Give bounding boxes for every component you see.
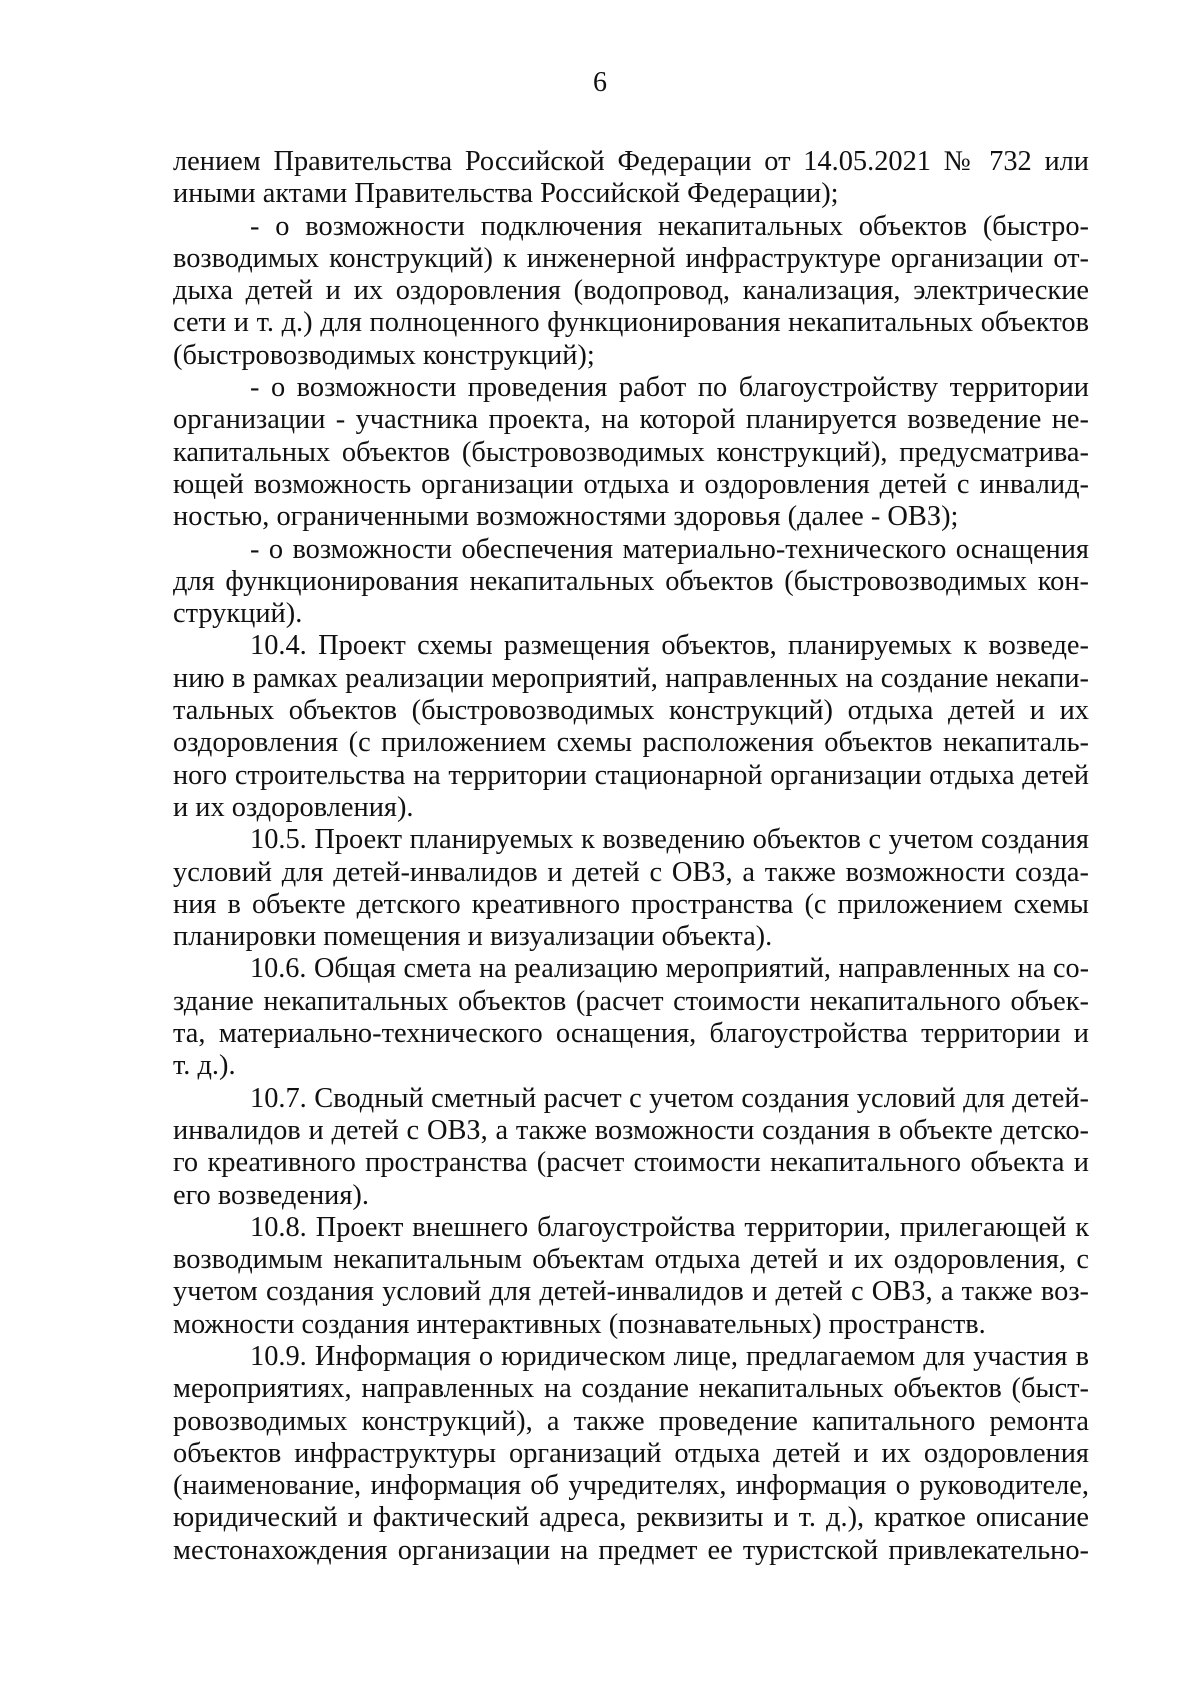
text-line: та, материально-технического оснащения, благоустройства территории и — [173, 1018, 1089, 1050]
text-line: юридический и фактический адреса, реквизиты и т. д.), краткое описание — [173, 1502, 1089, 1534]
text-line: нию в рамках реализации мероприятий, направленных на создание некапи- — [173, 662, 1089, 694]
text-line: и их оздоровления). — [173, 791, 414, 823]
text-line: планировки помещения и визуализации объекта). — [173, 921, 773, 953]
text-line: возводимых конструкций) к инженерной инфраструктуре организации от- — [173, 242, 1089, 274]
text-line: учетом создания условий для детей-инвалидов и детей с ОВЗ, а также воз- — [173, 1276, 1089, 1308]
text-line: 10.8. Проект внешнего благоустройства территории, прилегающей к — [250, 1211, 1089, 1243]
text-line: ного строительства на территории стационарной организации отдыха детей — [173, 759, 1089, 791]
text-line: тальных объектов (быстровозводимых конструкций) отдыха детей и их — [173, 695, 1089, 727]
text-line: струкций). — [173, 598, 303, 630]
text-line: 10.4. Проект схемы размещения объектов, планируемых к возведе- — [250, 630, 1089, 662]
text-line: мероприятиях, направленных на создание некапитальных объектов (быст- — [173, 1373, 1089, 1405]
text-line: ровозводимых конструкций), а также проведение капитального ремонта — [173, 1405, 1089, 1437]
text-line: 10.9. Информация о юридическом лице, предлагаемом для участия в — [250, 1340, 1089, 1372]
text-line: 10.5. Проект планируемых к возведению объектов с учетом создания — [250, 824, 1089, 856]
text-line: - о возможности обеспечения материально-технического оснащения — [250, 533, 1089, 565]
text-line: (быстровозводимых конструкций); — [173, 339, 595, 371]
text-line: дыха детей и их оздоровления (водопровод, канализация, электрические — [173, 275, 1089, 307]
text-line: т. д.). — [173, 1050, 236, 1082]
text-line: инвалидов и детей с ОВЗ, а также возможности создания в объекте детско- — [173, 1114, 1089, 1146]
text-line: 10.7. Сводный сметный расчет с учетом создания условий для детей- — [250, 1082, 1089, 1114]
text-line: организации - участника проекта, на которой планируется возведение не- — [173, 404, 1089, 436]
text-line: иными актами Правительства Российской Федерации); — [173, 178, 839, 210]
document-body — [173, 146, 1089, 1567]
page-number: 6 — [593, 67, 607, 98]
text-line: (наименование, информация об учредителях, информация о руководителе, — [173, 1470, 1089, 1502]
text-line: объектов инфраструктуры организаций отдыха детей и их оздоровления — [173, 1437, 1089, 1469]
text-line: ния в объекте детского креативного пространства (с приложением схемы — [173, 888, 1089, 920]
text-line: ющей возможность организации отдыха и оздоровления детей с инвалид- — [173, 468, 1089, 500]
text-line: - о возможности проведения работ по благоустройству территории — [250, 372, 1089, 404]
text-line: можности создания интерактивных (познавательных) пространств. — [173, 1308, 986, 1340]
text-line: для функционирования некапитальных объектов (быстровозводимых кон- — [173, 565, 1089, 597]
text-line: го креативного пространства (расчет стоимости некапитального объекта и — [173, 1147, 1089, 1179]
text-line: здание некапитальных объектов (расчет стоимости некапитального объек- — [173, 985, 1089, 1017]
text-line: сети и т. д.) для полноценного функционирования некапитальных объектов — [173, 307, 1089, 339]
text-line: оздоровления (с приложением схемы расположения объектов некапиталь- — [173, 727, 1089, 759]
text-line: возводимым некапитальным объектам отдыха детей и их оздоровления, с — [173, 1244, 1089, 1276]
text-line: 10.6. Общая смета на реализацию мероприятий, направленных на со- — [250, 953, 1089, 985]
text-line: - о возможности подключения некапитальных объектов (быстро- — [250, 210, 1089, 242]
text-line: условий для детей-инвалидов и детей с ОВЗ, а также возможности созда- — [173, 856, 1089, 888]
text-line: его возведения). — [173, 1179, 369, 1211]
text-line: ностью, ограниченными возможностями здоровья (далее - ОВЗ); — [173, 501, 959, 533]
text-line: лением Правительства Российской Федерации от 14.05.2021 № 732 или — [173, 146, 1089, 177]
text-line: капитальных объектов (быстровозводимых конструкций), предусматрива- — [173, 436, 1089, 468]
text-line: местонахождения организации на предмет ее туристской привлекательно- — [173, 1534, 1089, 1566]
